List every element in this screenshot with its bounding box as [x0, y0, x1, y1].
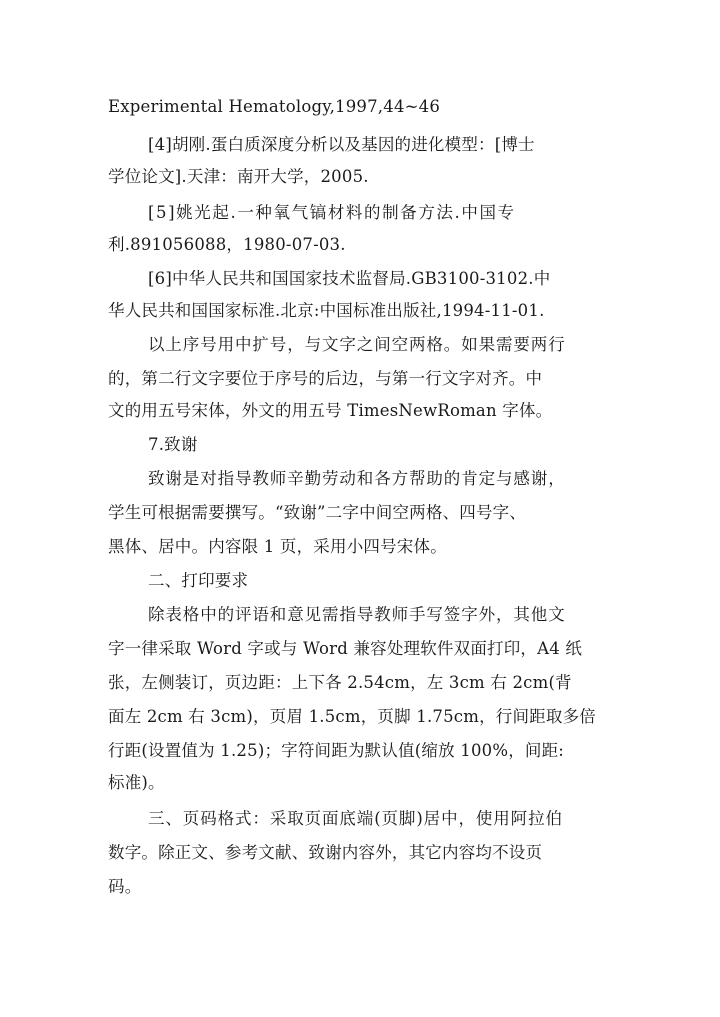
reference-4-line-1: [4]胡刚.蛋白质深度分析以及基因的进化模型：[博士: [148, 135, 535, 154]
reference-6-line-2: 华人民共和国国家标准.北京:中国标准出版社,1994-11-01.: [108, 301, 545, 320]
reference-5-line-2: 利.891056088，1980-07-03.: [108, 235, 346, 254]
reference-3-continuation: Experimental Hematology,1997,44~46: [108, 97, 441, 116]
reference-5-line-1: [5]姚光起.一种氧气镐材料的制备方法.中国专: [148, 203, 516, 222]
printing-paragraph-line-3: 张，左侧装订，页边距：上下各 2.54cm，左 3cm 右 2cm(背: [108, 673, 572, 692]
printing-paragraph-line-1: 除表格中的评语和意见需指导教师手写签字外，其他文: [148, 605, 566, 624]
page-number-paragraph-line-2: 数字。除正文、参考文献、致谢内容外，其它内容均不设页: [108, 843, 543, 862]
section-heading-acknowledgement: 7.致谢: [148, 435, 198, 454]
acknowledgement-paragraph-line-1: 致谢是对指导教师辛勤劳动和各方帮助的肯定与感谢，: [148, 469, 566, 488]
printing-paragraph-line-6: 标准)。: [108, 773, 165, 792]
reference-4-line-2: 学位论文].天津：南开大学，2005.: [108, 167, 369, 186]
acknowledgement-paragraph-line-3: 黑体、居中。内容限 1 页，采用小四号宋体。: [108, 537, 447, 556]
printing-paragraph-line-4: 面左 2cm 右 3cm)，页眉 1.5cm，页脚 1.75cm，行间距取多倍: [108, 707, 596, 726]
printing-paragraph-line-2: 字一律采取 Word 字或与 Word 兼容处理软件双面打印，A4 纸: [108, 639, 583, 658]
note-paragraph-line-3: 文的用五号宋体，外文的用五号 TimesNewRoman 字体。: [108, 401, 553, 420]
note-paragraph-line-1: 以上序号用中扩号，与文字之间空两格。如果需要两行: [148, 335, 566, 354]
reference-6-line-1: [6]中华人民共和国国家技术监督局.GB3100-3102.中: [148, 269, 551, 288]
note-paragraph-line-2: 的，第二行文字要位于序号的后边，与第一行文字对齐。中: [108, 369, 543, 388]
acknowledgement-paragraph-line-2: 学生可根据需要撰写。“致谢”二字中间空两格、四号字、: [108, 503, 527, 522]
printing-paragraph-line-5: 行距(设置值为 1.25)；字符间距为默认值(缩放 100%，间距:: [108, 741, 565, 760]
page-number-paragraph-line-3: 码。: [108, 877, 142, 896]
page-number-paragraph-line-1: 三、页码格式：采取页面底端(页脚)居中，使用阿拉伯: [148, 809, 563, 828]
section-heading-printing: 二、打印要求: [148, 571, 249, 590]
